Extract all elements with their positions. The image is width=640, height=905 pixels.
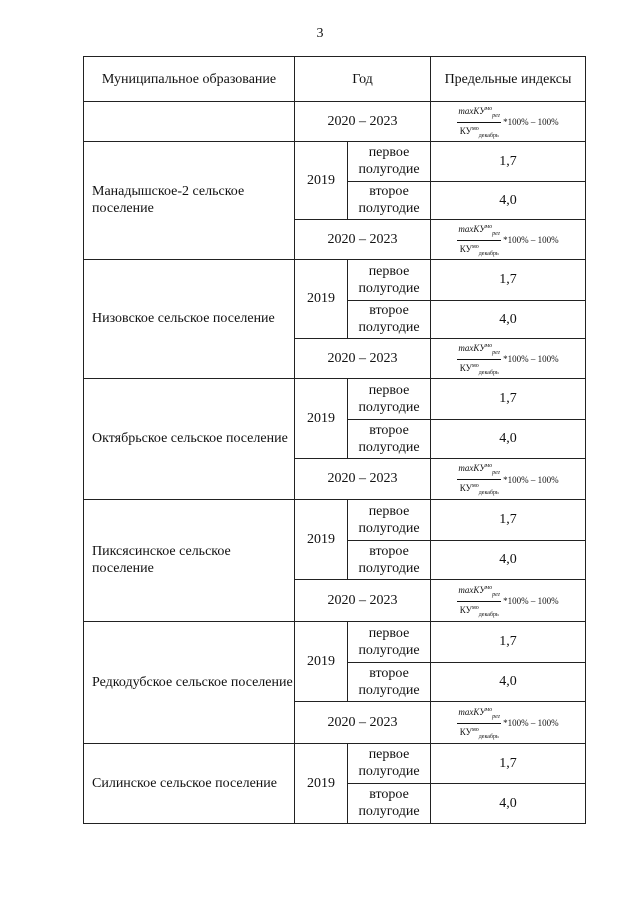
year-cell: 2019 bbox=[295, 259, 348, 338]
header-indices: Предельные индексы bbox=[431, 57, 586, 102]
table-row bbox=[84, 378, 586, 419]
half-year-cell: второе полугодие bbox=[348, 662, 431, 701]
municipality-cell: Пиксясинское сельское поселение bbox=[84, 499, 295, 621]
index-value-cell: 1,7 bbox=[431, 141, 586, 181]
formula-cell bbox=[431, 219, 586, 259]
period-cell: 2020 – 2023 bbox=[295, 458, 431, 499]
half-year-cell: второе полугодие bbox=[348, 181, 431, 219]
index-value-cell: 4,0 bbox=[431, 662, 586, 701]
half-year-cell: первое полугодие bbox=[348, 378, 431, 419]
table-row bbox=[84, 621, 586, 662]
header-municipality: Муниципальное образование bbox=[84, 57, 295, 102]
municipality-cell: Редкодубское сельское поселение bbox=[84, 621, 295, 743]
index-value-cell: 4,0 bbox=[431, 300, 586, 338]
half-year-cell: первое полугодие bbox=[348, 259, 431, 300]
period-cell: 2020 – 2023 bbox=[295, 102, 431, 142]
table-row bbox=[84, 499, 586, 540]
period-cell: 2020 – 2023 bbox=[295, 338, 431, 378]
year-cell: 2019 bbox=[295, 621, 348, 701]
year-cell: 2019 bbox=[295, 141, 348, 219]
year-cell: 2019 bbox=[295, 499, 348, 579]
index-value-cell: 1,7 bbox=[431, 743, 586, 783]
page-number: 3 bbox=[316, 26, 324, 41]
tariff-indices-table bbox=[83, 56, 586, 824]
municipality-cell: Манадышское-2 сельское поселение bbox=[84, 141, 295, 259]
half-year-cell: второе полугодие bbox=[348, 783, 431, 823]
index-formula: $\frac{\max КУ^{мо}_{рег}}{КУ^{мо}_{декабрь}}$ *100% – 100% bbox=[458, 706, 559, 740]
year-cell: 2019 bbox=[295, 743, 348, 823]
header-row bbox=[84, 57, 586, 102]
period-cell: 2020 – 2023 bbox=[295, 579, 431, 621]
formula-cell bbox=[431, 458, 586, 499]
index-formula: $\frac{\max КУ^{мо}_{рег}}{КУ^{мо}_{декабрь}}$ *100% – 100% bbox=[458, 463, 559, 496]
municipality-cell: Низовское сельское поселение bbox=[84, 259, 295, 378]
period-cell: 2020 – 2023 bbox=[295, 219, 431, 259]
formula-cell bbox=[431, 338, 586, 378]
formula-cell bbox=[431, 579, 586, 621]
table-row bbox=[84, 259, 586, 300]
year-cell: 2019 bbox=[295, 378, 348, 458]
index-value-cell: 1,7 bbox=[431, 499, 586, 540]
index-formula: $\frac{\max КУ^{мо}_{рег}}{КУ^{мо}_{декабрь}}$ *100% – 100% bbox=[458, 223, 559, 257]
index-formula: $\frac{\max КУ^{мо}_{рег}}{КУ^{мо}_{декабрь}}$ *100% – 100% bbox=[458, 106, 559, 139]
formula-cell bbox=[431, 102, 586, 142]
period-cell: 2020 – 2023 bbox=[295, 701, 431, 743]
half-year-cell: первое полугодие bbox=[348, 743, 431, 783]
table-row bbox=[84, 743, 586, 783]
header-year: Год bbox=[295, 57, 431, 102]
municipality-cell: Силинское сельское поселение bbox=[84, 743, 295, 823]
formula-cell bbox=[431, 701, 586, 743]
half-year-cell: первое полугодие bbox=[348, 499, 431, 540]
index-value-cell: 4,0 bbox=[431, 783, 586, 823]
table-row bbox=[84, 141, 586, 181]
index-value-cell: 4,0 bbox=[431, 540, 586, 579]
index-value-cell: 1,7 bbox=[431, 259, 586, 300]
index-formula: $\frac{\max КУ^{мо}_{рег}}{КУ^{мо}_{декабрь}}$ *100% – 100% bbox=[458, 342, 559, 376]
first-period-row bbox=[84, 102, 586, 142]
municipality-cell: Октябрьское сельское поселение bbox=[84, 378, 295, 499]
half-year-cell: второе полугодие bbox=[348, 300, 431, 338]
index-value-cell: 1,7 bbox=[431, 378, 586, 419]
half-year-cell: второе полугодие bbox=[348, 419, 431, 458]
half-year-cell: первое полугодие bbox=[348, 141, 431, 181]
index-formula: $\frac{\max КУ^{мо}_{рег}}{КУ^{мо}_{декабрь}}$ *100% – 100% bbox=[458, 584, 559, 618]
index-value-cell: 4,0 bbox=[431, 419, 586, 458]
half-year-cell: второе полугодие bbox=[348, 540, 431, 579]
half-year-cell: первое полугодие bbox=[348, 621, 431, 662]
index-value-cell: 4,0 bbox=[431, 181, 586, 219]
index-value-cell: 1,7 bbox=[431, 621, 586, 662]
empty-municipality-cell bbox=[84, 102, 295, 142]
